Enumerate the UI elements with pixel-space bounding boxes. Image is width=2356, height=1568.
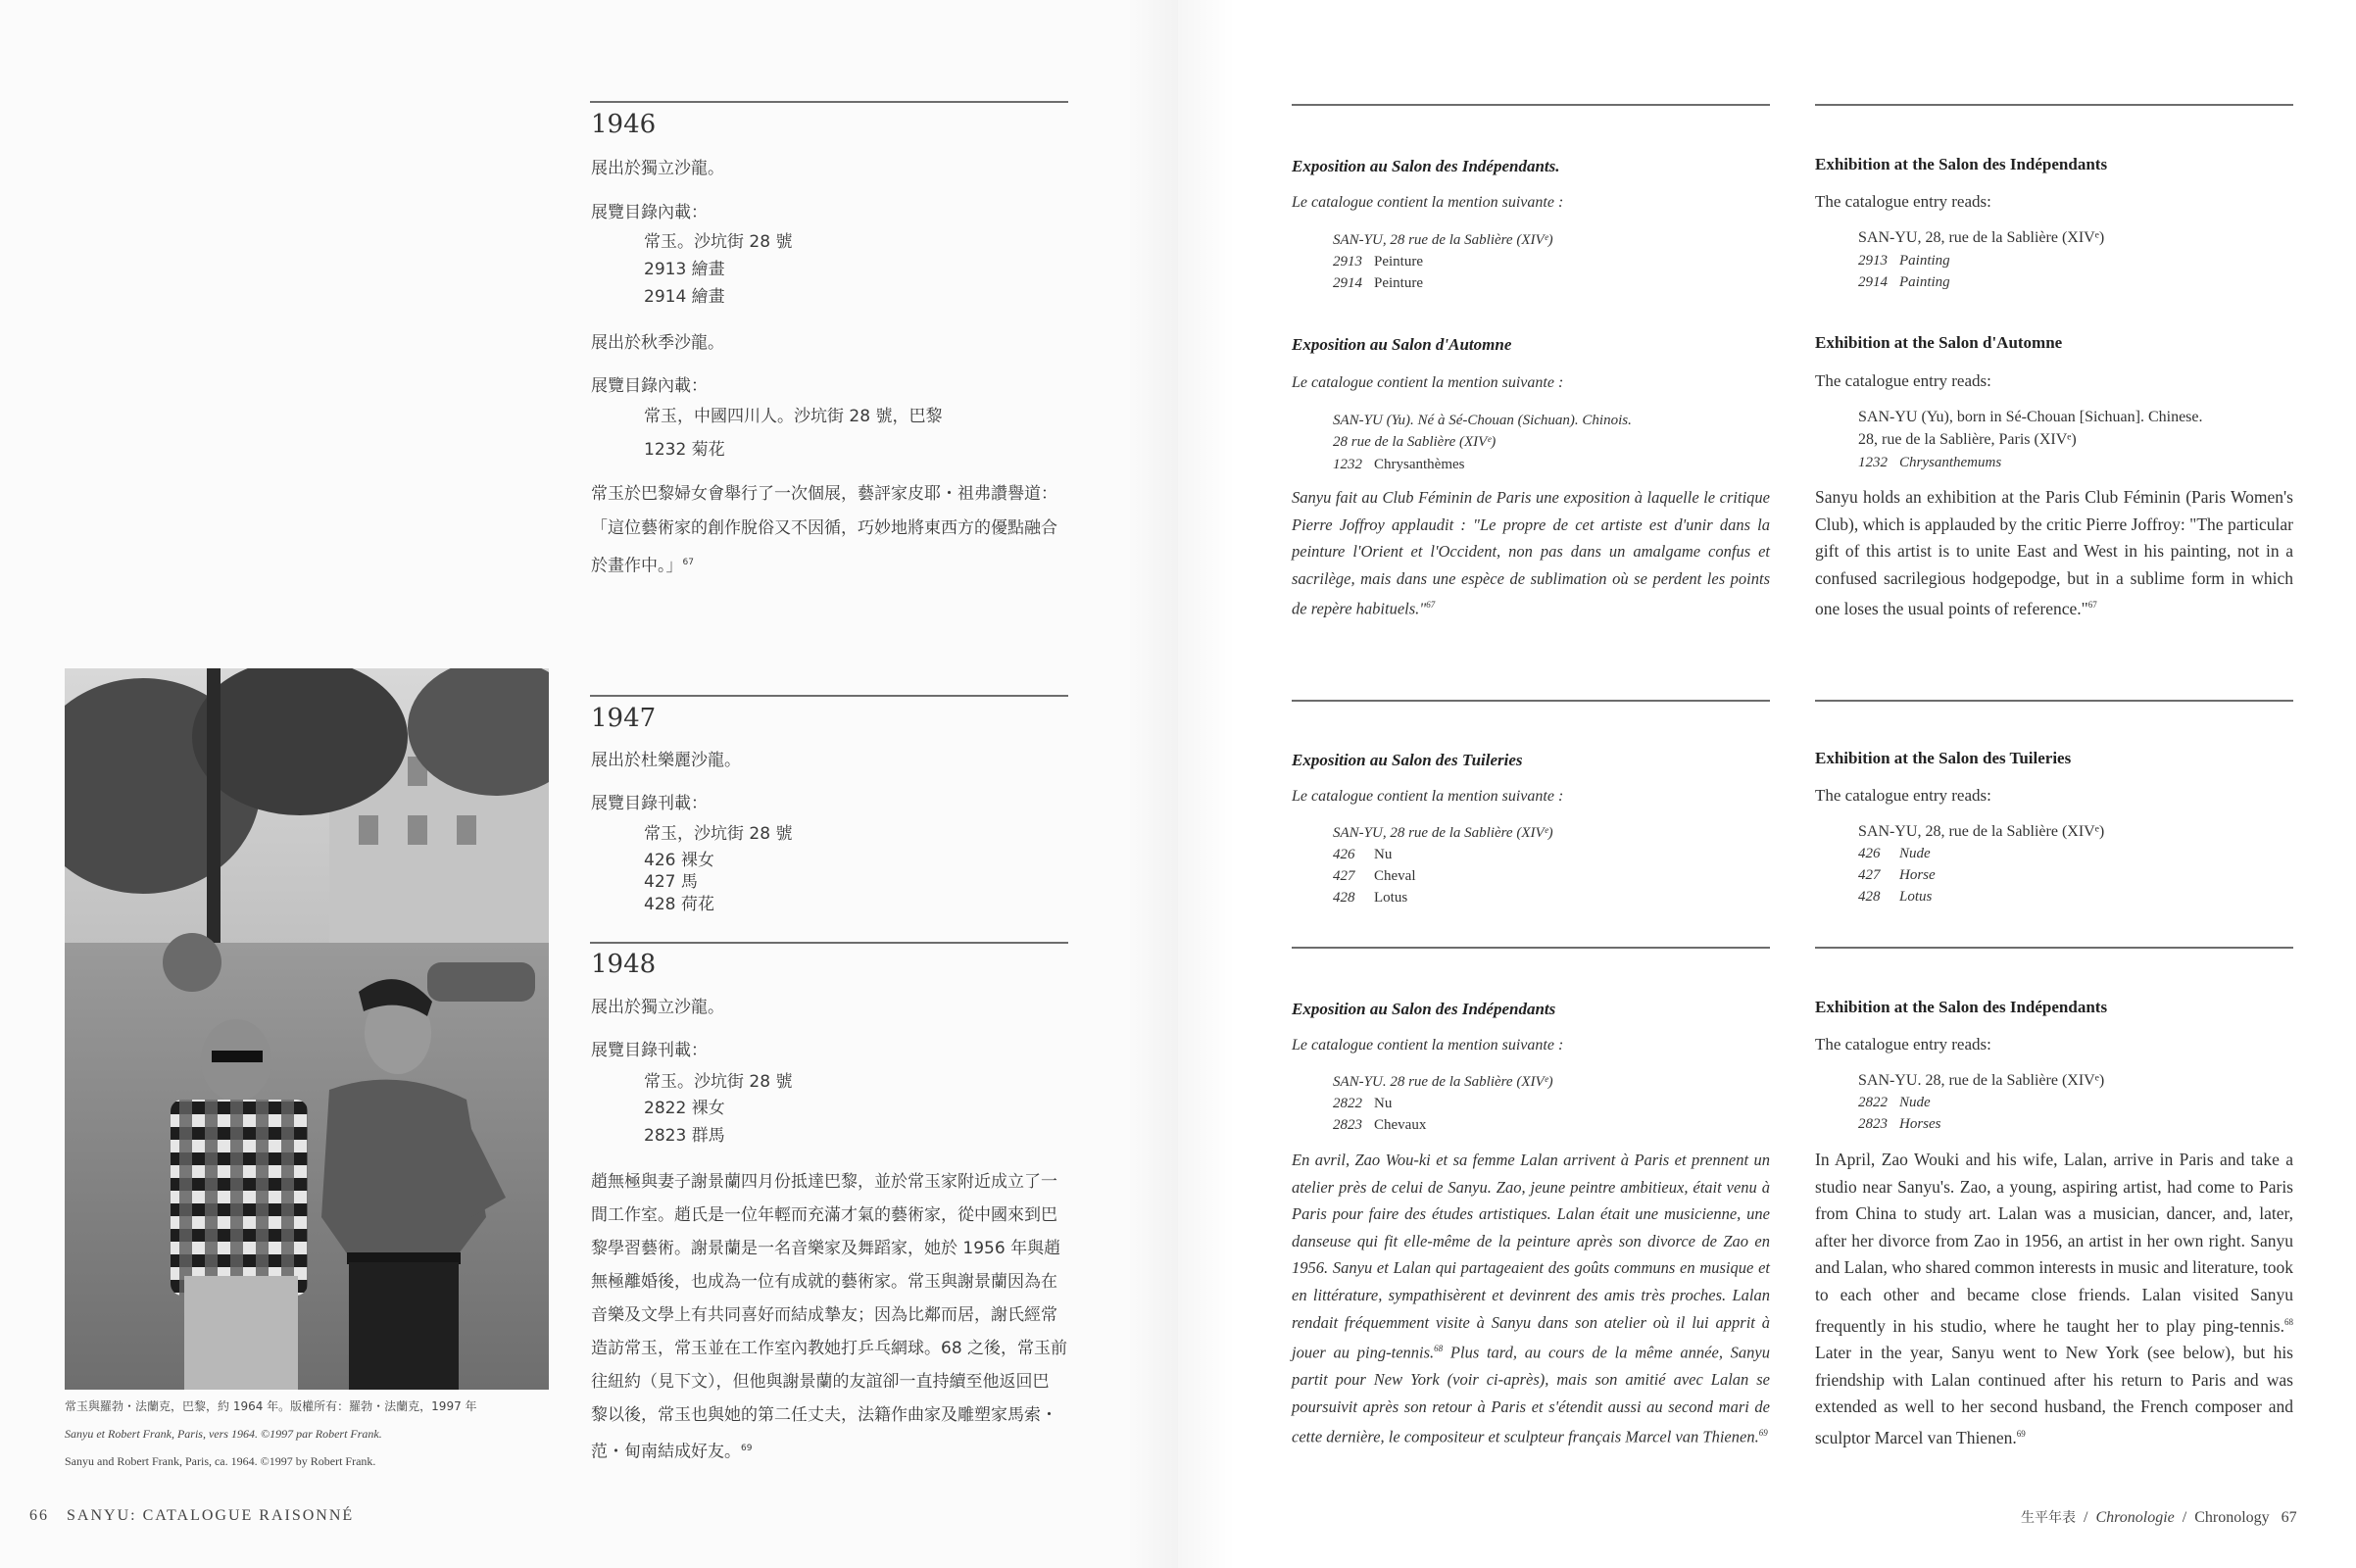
zh-1946-entry1c: 2914 繪畫	[644, 287, 725, 307]
s3-en-row	[1858, 864, 1936, 886]
rule-s3-fr	[1292, 700, 1770, 702]
photo-illustration	[65, 668, 549, 1390]
s3-en-num: 428	[1858, 889, 1881, 905]
s1-en-title: Painting	[1899, 253, 1950, 269]
s1-en-row	[1858, 271, 1950, 293]
s2-fr-entry-l2	[1333, 431, 1496, 453]
s4-fr-entry-header	[1333, 1071, 1553, 1093]
s1-fr-intro: Le catalogue contient la mention suivante :	[1292, 194, 1564, 211]
s2-en-entry-l2: 28, rue de la Sablière, Paris (XIVᵉ)	[1858, 431, 2077, 448]
s1-fr-title: Peinture	[1374, 254, 1423, 270]
folio-left	[29, 1507, 354, 1525]
s4-fr-row	[1333, 1093, 1392, 1114]
s3-fr-title: Cheval	[1374, 868, 1416, 884]
s2-en-paragraph	[1815, 484, 2293, 623]
s2-fr-entry-l1	[1333, 410, 1632, 431]
s3-fr-row	[1333, 844, 1392, 865]
s1-fr-entry-header	[1333, 229, 1553, 251]
s4-en-row	[1858, 1113, 1941, 1135]
s2-en-row	[1858, 452, 2001, 473]
s1-en-num: 2913	[1858, 253, 1888, 269]
folio-sep: /	[2182, 1509, 2187, 1526]
s3-fr-title: Lotus	[1374, 890, 1408, 906]
zh-1948-para-l6: 造訪常玉，常玉並在工作室內教她打乒乓網球。68 之後，常玉前	[591, 1339, 1068, 1358]
s3-fr-entry-header	[1333, 822, 1553, 844]
s1-en-title: Painting	[1899, 274, 1950, 290]
s2-en-title: Chrysanthemums	[1899, 455, 2002, 470]
zh-1948-line2: 展覽目錄刊載：	[591, 1041, 708, 1060]
s1-fr-num: 2913	[1333, 254, 1362, 270]
rule-1948	[590, 942, 1068, 944]
zh-1948-para-text: 范・甸南結成好友。	[591, 1442, 741, 1462]
s3-fr-num: 426	[1333, 847, 1355, 862]
zh-1946-entry1b: 2913 繪畫	[644, 260, 725, 279]
s3-fr-row	[1333, 865, 1416, 887]
zh-1948-line1: 展出於獨立沙龍。	[591, 998, 724, 1017]
page-number-right: 67	[2281, 1509, 2297, 1526]
zh-1948-para-l2: 間工作室。趙氏是一位年輕而充滿才氣的藝術家，從中國來到巴	[591, 1205, 1057, 1225]
s3-fr-num: 428	[1333, 890, 1355, 906]
zh-1948-para-l4: 無極離婚後，也成為一位有成就的藝術家。常玉與謝景蘭因為在	[591, 1272, 1057, 1292]
s4-fr-num: 2822	[1333, 1096, 1362, 1111]
zh-1947-line1: 展出於杜樂麗沙龍。	[591, 751, 741, 770]
s1-en-row	[1858, 250, 1950, 271]
s3-en-num: 426	[1858, 846, 1881, 861]
photo-sanyu-robert-frank	[65, 668, 549, 1390]
year-1947: 1947	[591, 704, 657, 733]
s3-en-entry-header: SAN-YU, 28, rue de la Sablière (XIVᵉ)	[1858, 823, 2105, 840]
zh-1947-entry-d: 428 荷花	[644, 895, 714, 914]
zh-1946-para-l1: 常玉於巴黎婦女會舉行了一次個展，藝評家皮耶・祖弗讚譽道：	[591, 484, 1057, 504]
s2-en-intro: The catalogue entry reads:	[1815, 371, 1991, 390]
s3-en-num: 427	[1858, 867, 1881, 883]
zh-1947-entry-b: 426 裸女	[644, 851, 714, 870]
footnote-69: 69	[2016, 1428, 2026, 1439]
rule-1947	[590, 695, 1068, 697]
zh-1948-entry-a: 常玉。沙坑街 28 號	[644, 1072, 793, 1092]
s4-fr-title: Chevaux	[1374, 1117, 1427, 1133]
s4-en-entry-header: SAN-YU. 28, rue de la Sablière (XIVᵉ)	[1858, 1072, 2105, 1089]
folio-fr: Chronologie	[2095, 1509, 2175, 1526]
s4-en-para-text2: Later in the year, Sanyu went to New York (see below), but his friendship with Lalan continued after his return to Paris and was extended as well to her second husband, the French composer and sculptor Marcel van Thienen.	[1815, 1342, 2293, 1447]
s4-fr-heading: Exposition au Salon des Indépendants	[1292, 1000, 1556, 1018]
s4-fr-intro: Le catalogue contient la mention suivante :	[1292, 1037, 1564, 1054]
s2-fr-entry-text: SAN-YU (Yu). Né à Sé-Chouan (Sichuan). Chinois.	[1333, 413, 1632, 428]
s1-en-heading: Exhibition at the Salon des Indépendants	[1815, 155, 2108, 173]
s4-en-paragraph	[1815, 1147, 2293, 1451]
zh-1948-entry-c: 2823 群馬	[644, 1126, 725, 1146]
rule-s3-en	[1815, 700, 2293, 702]
s2-en-entry-l1: SAN-YU (Yu), born in Sé-Chouan [Sichuan]. Chinese.	[1858, 409, 2203, 425]
folio-sep: /	[2084, 1509, 2088, 1526]
s4-fr-paragraph	[1292, 1147, 1770, 1451]
s3-en-title: Nude	[1899, 846, 1931, 861]
s4-en-intro: The catalogue entry reads:	[1815, 1035, 1991, 1054]
folio-zh: 生平年表	[2021, 1510, 2076, 1526]
s1-fr-num: 2914	[1333, 275, 1362, 291]
s4-en-title: Nude	[1899, 1095, 1931, 1110]
book-title: SANYU: CATALOGUE RAISONNÉ	[67, 1507, 355, 1524]
footnote-67: 67	[1426, 600, 1436, 611]
s2-fr-paragraph	[1292, 484, 1770, 622]
zh-1948-para-l9	[591, 1437, 752, 1464]
rule-s1-en	[1815, 104, 2293, 106]
zh-1946-entry2b: 1232 菊花	[644, 440, 725, 460]
year-1946: 1946	[591, 110, 657, 139]
s1-fr-row	[1333, 272, 1423, 294]
s1-fr-row	[1333, 251, 1423, 272]
s4-en-row	[1858, 1092, 1931, 1113]
rule-s4-fr	[1292, 947, 1770, 949]
page-number-left: 66	[29, 1507, 49, 1524]
s3-fr-heading: Exposition au Salon des Tuileries	[1292, 751, 1523, 769]
caption-zh: 常玉與羅勃・法蘭克，巴黎，約 1964 年。版權所有：羅勃・法蘭克，1997 年	[65, 1399, 477, 1413]
footnote-69: 69	[741, 1444, 753, 1453]
folio-right	[2021, 1507, 2297, 1527]
s2-en-num: 1232	[1858, 455, 1888, 470]
caption-fr: Sanyu et Robert Frank, Paris, vers 1964. ©1997 par Robert Frank.	[65, 1427, 382, 1441]
s4-fr-para-text2: Plus tard, au cours de la même année, Sanyu partit pour New York (voir ci-après), mais son amitié avec Lalan se poursuivit après son retour à Paris et s'étendit aussi au second mari de cette dernière, le compositeur et sculpteur français Marcel van Thienen.	[1292, 1343, 1771, 1446]
zh-1948-para-l5: 音樂及文學上有共同喜好而結成摯友；因為比鄰而居，謝氏經常	[591, 1305, 1057, 1325]
zh-1946-para-l3	[591, 551, 694, 578]
zh-1946-line2: 展覽目錄內載：	[591, 203, 708, 222]
s3-en-heading: Exhibition at the Salon des Tuileries	[1815, 749, 2072, 767]
s4-en-title: Horses	[1899, 1116, 1941, 1132]
s4-fr-num: 2823	[1333, 1117, 1362, 1133]
zh-1946-entry1a: 常玉。沙坑街 28 號	[644, 232, 793, 252]
s4-fr-row	[1333, 1114, 1426, 1136]
s3-en-row	[1858, 843, 1931, 864]
caption-en: Sanyu and Robert Frank, Paris, ca. 1964. ©1997 by Robert Frank.	[65, 1454, 376, 1468]
year-1948: 1948	[591, 950, 657, 979]
zh-1946-line3: 展出於秋季沙龍。	[591, 333, 724, 353]
s1-en-intro: The catalogue entry reads:	[1815, 192, 1991, 211]
s2-fr-entry-text: 28 rue de la Sablière (XIVᵉ)	[1333, 434, 1497, 450]
s1-fr-entry-text: SAN-YU, 28 rue de la Sablière (XIVᵉ)	[1333, 232, 1553, 248]
s2-fr-num: 1232	[1333, 457, 1362, 472]
footnote-67: 67	[682, 558, 694, 567]
zh-1947-line2: 展覽目錄刊載：	[591, 794, 708, 813]
s4-fr-title: Nu	[1374, 1096, 1393, 1111]
zh-1946-line4: 展覽目錄內載：	[591, 376, 708, 396]
s3-en-intro: The catalogue entry reads:	[1815, 786, 1991, 805]
zh-1946-para-l2: 「這位藝術家的創作脫俗又不因循，巧妙地將東西方的優點融合	[591, 518, 1057, 538]
zh-1948-para-l1: 趙無極與妻子謝景蘭四月份抵達巴黎，並於常玉家附近成立了一	[591, 1172, 1057, 1192]
s4-en-num: 2822	[1858, 1095, 1888, 1110]
s1-fr-heading: Exposition au Salon des Indépendants.	[1292, 157, 1560, 175]
s3-fr-title: Nu	[1374, 847, 1393, 862]
footnote-68: 68	[2284, 1316, 2293, 1327]
zh-1946-para-text: 於畫作中。」	[591, 556, 683, 576]
s2-fr-intro: Le catalogue contient la mention suivante :	[1292, 374, 1564, 391]
s3-fr-intro: Le catalogue contient la mention suivante :	[1292, 788, 1564, 805]
zh-1946-entry2a: 常玉，中國四川人。沙坑街 28 號，巴黎	[644, 407, 943, 426]
s3-en-title: Horse	[1899, 867, 1936, 883]
zh-1948-para-l8: 黎以後，常玉也與她的第二任丈夫，法籍作曲家及雕塑家馬索・	[591, 1405, 1057, 1425]
s2-fr-heading: Exposition au Salon d'Automne	[1292, 335, 1512, 354]
s1-en-entry-header: SAN-YU, 28, rue de la Sablière (XIVᵉ)	[1858, 229, 2105, 246]
s4-fr-entry-text: SAN-YU. 28 rue de la Sablière (XIVᵉ)	[1333, 1074, 1553, 1090]
s2-fr-title: Chrysanthèmes	[1374, 457, 1465, 472]
zh-1946-line1: 展出於獨立沙龍。	[591, 159, 724, 178]
s4-en-para-text1: In April, Zao Wouki and his wife, Lalan, arrive in Paris and take a studio near Sanyu's. Zao, a young, aspiring artist, had come to Paris from China to study art. Lalan was a musician, dancer, and, later, after her divorce from Zao in 1956, an artist in her own right. Sanyu and Lalan, who shared common interests in music and literature, took to each other and became close friends. Lalan visited Sanyu frequently in his studio, where he taught her to play ping-tennis.	[1815, 1150, 2293, 1336]
rule-1946	[590, 101, 1068, 103]
s3-en-row	[1858, 886, 1932, 907]
s2-en-para-text: Sanyu holds an exhibition at the Paris Club Féminin (Paris Women's Club), which is applauded by the critic Pierre Joffroy: "The particular gift of this artist is to unite East and West in his painting, not in a confused sacrilegious hodgepodge, but in a sublime form in which one loses the usual points of reference."	[1815, 487, 2293, 619]
s4-fr-para-text1: En avril, Zao Wou-ki et sa femme Lalan arrivent à Paris et prennent un atelier près de celui de Sanyu. Zao, jeune peintre ambitieux, était venu à Paris pour faire des études artistiques. Lalan était une musicienne, une danseuse qui fit elle-même de la peinture après son divorce de Zao en 1956. Sanyu et Lalan qui partageaient des goûts communs en musique et en littérature, sympathisèrent et devinrent des amis très proches. Lalan rendait fréquemment visite à Sanyu dans son atelier où il lui apprit à jouer au ping-tennis.	[1292, 1151, 1770, 1362]
folio-en: Chronology	[2194, 1509, 2270, 1526]
s1-en-num: 2914	[1858, 274, 1888, 290]
s3-fr-entry-text: SAN-YU, 28 rue de la Sablière (XIVᵉ)	[1333, 825, 1553, 841]
s2-fr-para-text: Sanyu fait au Club Féminin de Paris une exposition à laquelle le critique Pierre Joffroy applaudit : "Le propre de cet artiste est d'unir dans la peinture l'Orient et l'Occident, non pas dans un amalgame confus et sacrilège, mais dans une espèce de sublimation où se perdent les points de repère habituels."	[1292, 488, 1770, 618]
zh-1947-entry-c: 427 馬	[644, 872, 698, 892]
footnote-67: 67	[2087, 600, 2097, 611]
s1-fr-title: Peinture	[1374, 275, 1423, 291]
zh-1948-para-l7: 往紐約（見下文），但他與謝景蘭的友誼卻一直持續至他返回巴	[591, 1372, 1050, 1392]
s2-fr-row	[1333, 454, 1464, 475]
zh-1947-entry-a: 常玉，沙坑街 28 號	[644, 824, 793, 844]
s3-fr-row	[1333, 887, 1407, 908]
rule-s4-en	[1815, 947, 2293, 949]
zh-1948-para-l3: 黎學習藝術。謝景蘭是一名音樂家及舞蹈家，她於 1956 年與趙	[591, 1239, 1061, 1258]
zh-1948-entry-b: 2822 裸女	[644, 1099, 725, 1118]
s4-en-heading: Exhibition at the Salon des Indépendants	[1815, 998, 2108, 1016]
footnote-69: 69	[1758, 1428, 1768, 1439]
footnote-68: 68	[1434, 1344, 1444, 1354]
s4-en-num: 2823	[1858, 1116, 1888, 1132]
s3-en-title: Lotus	[1899, 889, 1933, 905]
s2-en-heading: Exhibition at the Salon d'Automne	[1815, 333, 2063, 352]
book-gutter	[1127, 0, 1235, 1568]
rule-s1-fr	[1292, 104, 1770, 106]
s3-fr-num: 427	[1333, 868, 1355, 884]
